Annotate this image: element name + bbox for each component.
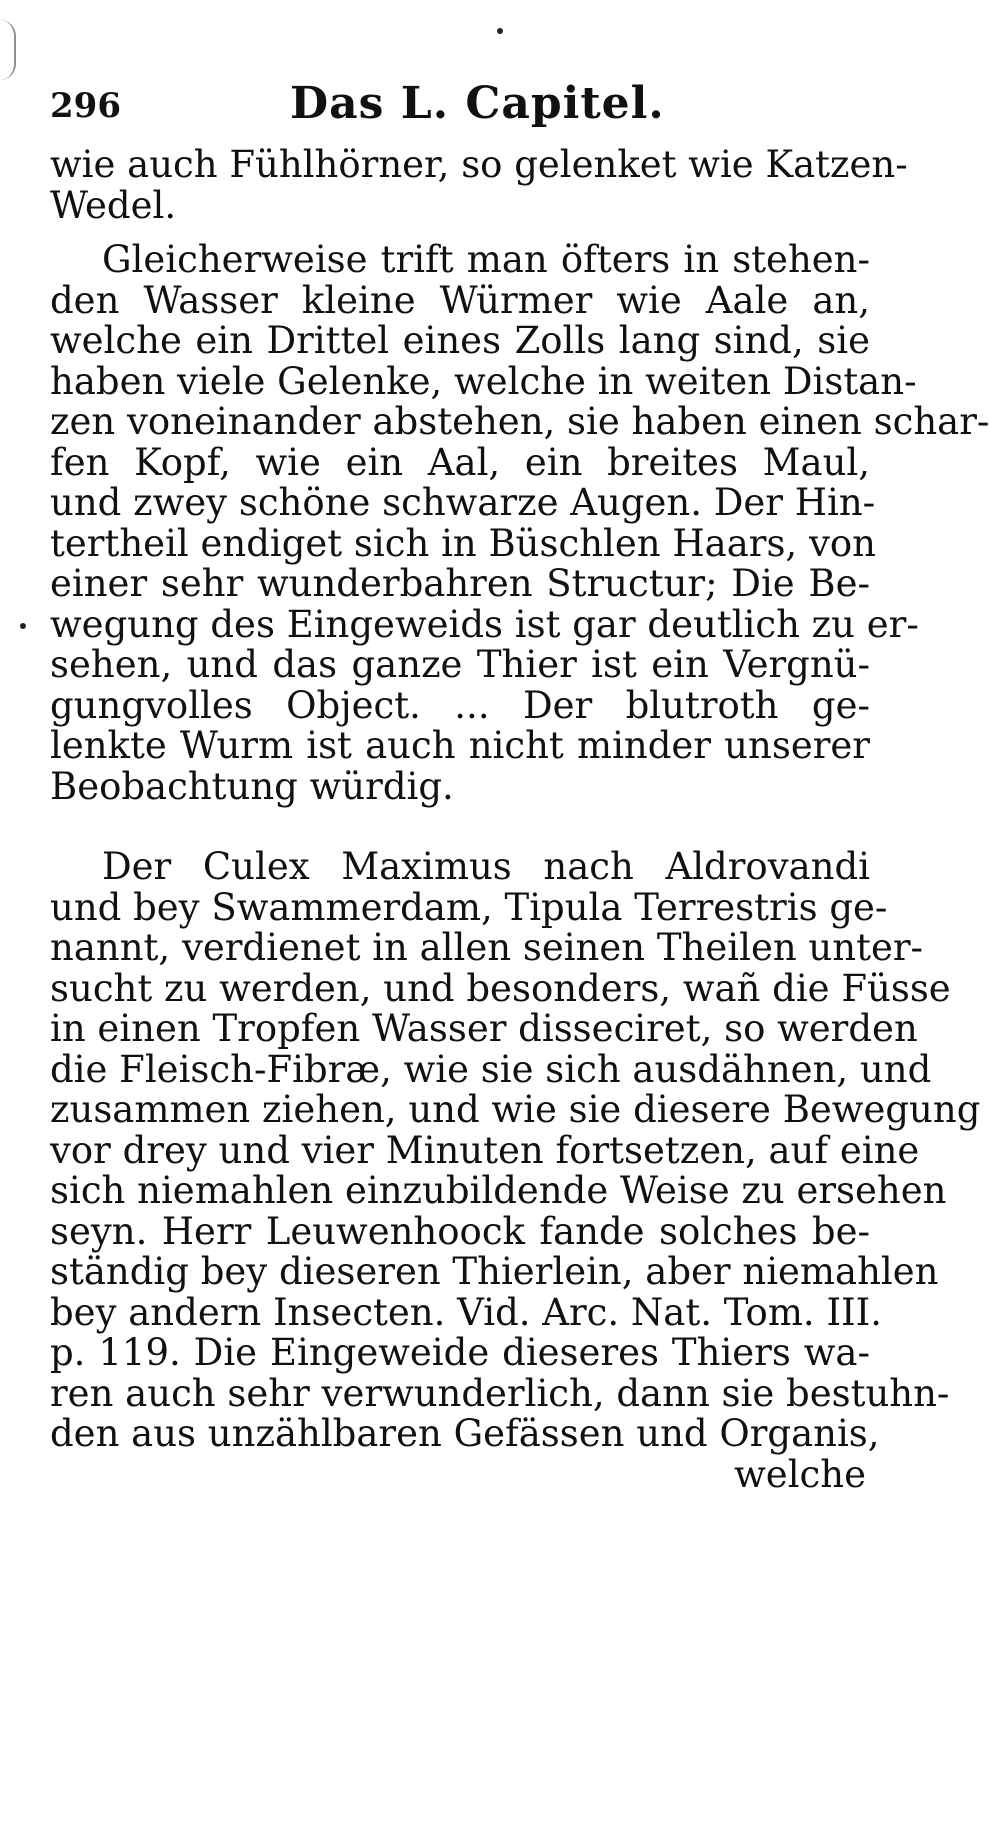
page-number: 296 [50, 86, 121, 126]
text-line: den Wasser kleine Würmer wie Aale an, [50, 278, 870, 322]
text-line: zusammen ziehen, und wie sie diesere Bewegung [50, 1088, 981, 1131]
text-line: ständig bey dieseren Thierlein, aber niemahlen [50, 1250, 939, 1293]
text-line: gungvolles Object. ... Der blutroth ge- [50, 683, 870, 727]
text-line: seyn. Herr Leuwenhoock fande solches be- [50, 1209, 870, 1253]
text-line: sucht zu werden, und besonders, wañ die Füsse [50, 966, 951, 1010]
paragraph-3 [50, 845, 981, 1496]
text-line: einer sehr wunderbahren Structur; Die Be- [50, 562, 870, 605]
text-line: lenkte Wurm ist auch nicht minder unserer [50, 724, 870, 767]
text-line: und zwey schöne schwarze Augen. Der Hin- [50, 481, 876, 524]
text-line: die Fleisch-Fibræ, wie sie sich ausdähnen, und [50, 1047, 932, 1091]
text-line: haben viele Gelenke, welche in weiten Distan- [50, 359, 917, 403]
ink-speck [497, 28, 503, 34]
page-edge-mark [0, 20, 16, 80]
text-line: nannt, verdienet in allen seinen Theilen unter- [50, 926, 924, 969]
text-line: sich niemahlen einzubildende Weise zu ersehen [50, 1169, 947, 1212]
text-line: Der Culex Maximus nach Aldrovandi [102, 845, 870, 888]
running-head: Das L. Capitel. [290, 78, 665, 129]
paragraph-1 [50, 143, 908, 227]
text-line: sehen, und das ganze Thier ist ein Vergnü- [50, 643, 870, 686]
page-header [50, 78, 870, 138]
catchword: welche [734, 1452, 866, 1496]
text-line: bey andern Insecten. Vid. Arc. Nat. Tom. III. [50, 1290, 883, 1334]
body-text [50, 143, 989, 1496]
text-line: welche ein Drittel eines Zolls lang sind, sie [50, 319, 870, 362]
paragraph-2 [50, 238, 989, 808]
text-line: wegung des Eingeweids ist gar deutlich zu er- [50, 602, 919, 646]
text-line: Wedel. [50, 183, 177, 227]
text-line: p. 119. Die Eingeweide dieseres Thiers wa- [50, 1331, 870, 1374]
text-line: fen Kopf, wie ein Aal, ein breites Maul, [50, 440, 870, 484]
text-line: vor drey und vier Minuten fortsetzen, auf eine [50, 1128, 920, 1172]
text-line: wie auch Fühlhörner, so gelenket wie Katzen- [50, 143, 908, 186]
ink-speck [20, 623, 26, 629]
text-line: in einen Tropfen Wasser disseciret, so werden [50, 1007, 918, 1050]
text-line: ren auch sehr verwunderlich, dann sie bestuhn- [50, 1371, 950, 1415]
text-line: Beobachtung würdig. [50, 764, 454, 808]
text-line: zen voneinander abstehen, sie haben einen schar- [50, 400, 989, 443]
text-line: den aus unzählbaren Gefässen und Organis, [50, 1412, 880, 1455]
text-line: tertheil endiget sich in Büschlen Haars, von [50, 521, 876, 565]
text-line: und bey Swammerdam, Tipula Terrestris ge- [50, 885, 888, 929]
text-line: Gleicherweise trift man öfters in stehen- [102, 238, 870, 281]
